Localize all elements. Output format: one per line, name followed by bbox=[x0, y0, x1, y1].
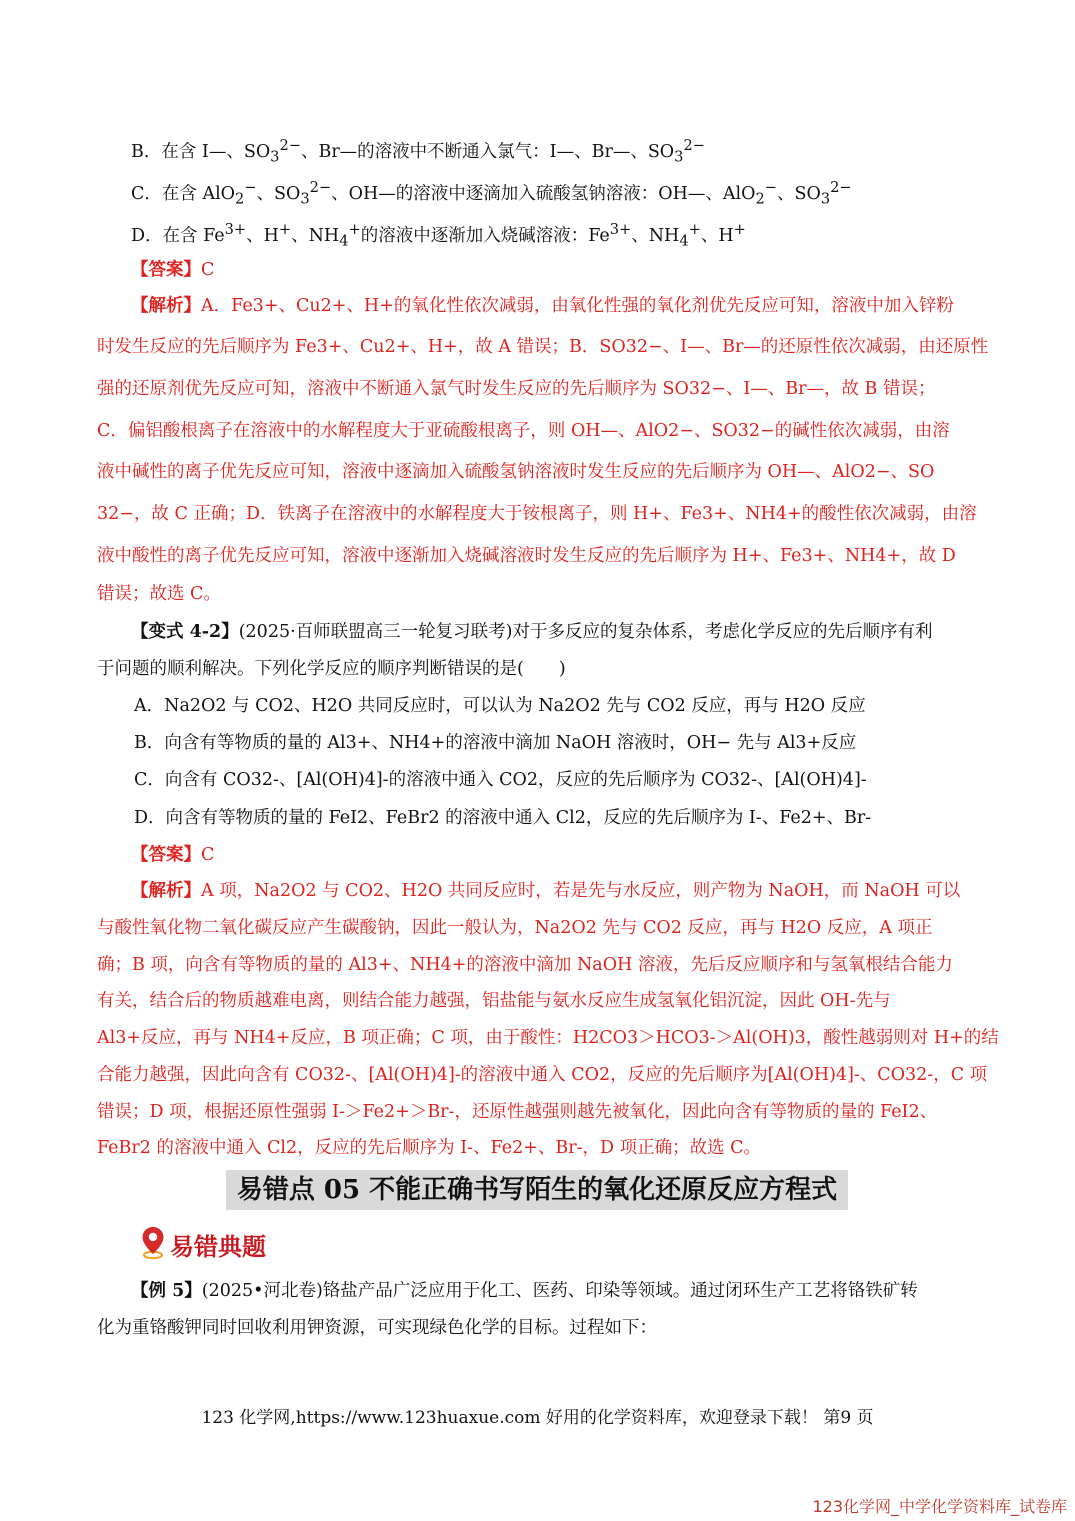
analysis-2-line-6: 合能力越强，因此向含有 CO32-、[Al(OH)4]-的溶液中通入 CO2，反应的先后顺序为[Al(OH)4]-、CO32-，C 项 bbox=[97, 1065, 988, 1085]
variant-option-c: C．向含有 CO32-、[Al(OH)4]-的溶液中通入 CO2，反应的先后顺序为 CO32-、[Al(OH)4]- bbox=[134, 770, 867, 790]
section-heading: 易错点 05 不能正确书写陌生的氧化还原反应方程式 bbox=[226, 1170, 848, 1210]
option-b-line: B．在含 I—、$SO_3^{2-}$、Br—的溶液中不断通入氯气：I—、Br—、$SO_3^{2-}$ bbox=[131, 137, 705, 166]
variant-tag: 【变式 4-2】 bbox=[131, 622, 239, 642]
analysis-tag-2: 【解析】 bbox=[131, 881, 201, 901]
answer-value-2: C bbox=[201, 845, 215, 865]
sub-heading bbox=[140, 1226, 266, 1262]
analysis-text-2: A 项，Na2O2 与 CO2、H2O 共同反应时，若是先与水反应，则产物为 NaOH，而 NaOH 可以 bbox=[201, 881, 961, 901]
option-d-line: D．在含 $Fe^{3+}$、H+、$NH_4^+$的溶液中逐渐加入烧碱溶液：$Fe^{3+}$、$NH_4^+$、H+ bbox=[131, 221, 746, 250]
analysis-2-line-4: 有关，结合后的物质越难电离，则结合能力越强，铝盐能与氨水反应生成氢氧化铝沉淀，因此 OH-先与 bbox=[97, 991, 891, 1011]
analysis-2-line-3: 确；B 项，向含有等物质的量的 Al3+、NH4+的溶液中滴加 NaOH 溶液，先后反应顺序和与氢氧根结合能力 bbox=[97, 955, 953, 975]
example-text: (2025•河北卷)铬盐产品广泛应用于化工、医药、印染等领域。通过闭环生产工艺将铬铁矿转 bbox=[201, 1281, 918, 1301]
analysis-1-line-5: 液中碱性的离子优先反应可知，溶液中逐滴加入硫酸氢钠溶液时发生反应的先后顺序为 OH—、AlO2−、SO bbox=[97, 462, 935, 482]
analysis-text: A．Fe3+、Cu2+、H+的氧化性依次减弱，由氧化性强的氧化剂优先反应可知，溶液中加入锌粉 bbox=[201, 296, 954, 316]
analysis-1-line-3: 强的还原剂优先反应可知，溶液中不断通入氯气时发生反应的先后顺序为 SO32−、I—、Br—，故 B 错误； bbox=[97, 379, 936, 399]
answer-line-2 bbox=[131, 843, 214, 867]
sub-heading-text: 易错典题 bbox=[170, 1231, 266, 1261]
variant-option-d: D．向含有等物质的量的 FeI2、FeBr2 的溶液中通入 Cl2，反应的先后顺序为 I-、Fe2+、Br- bbox=[134, 808, 872, 828]
variant-option-b: B．向含有等物质的量的 Al3+、NH4+的溶液中滴加 NaOH 溶液时，OH− 先与 Al3+反应 bbox=[134, 733, 857, 753]
location-pin-icon bbox=[140, 1225, 166, 1263]
analysis-1-line-2: 时发生反应的先后顺序为 Fe3+、Cu2+、H+，故 A 错误；B．SO32−、I—、Br—的还原性依次减弱，由还原性 bbox=[97, 337, 989, 357]
answer-tag: 【答案】 bbox=[131, 260, 201, 280]
watermark: 123化学网_中学化学资料库_试卷库 bbox=[812, 1497, 1067, 1516]
variant-stem-line-2: 于问题的顺利解决。下列化学反应的顺序判断错误的是( ) bbox=[97, 659, 566, 679]
page-footer: 123 化学网,https://www.123huaxue.com 好用的化学资料库，欢迎登录下载！ 第9 页 bbox=[201, 1408, 874, 1428]
answer-line-1 bbox=[131, 258, 214, 282]
variant-stem-line-1 bbox=[131, 620, 932, 644]
analysis-1-line-1 bbox=[131, 294, 954, 318]
analysis-1-line-6: 32−，故 C 正确；D．铁离子在溶液中的水解程度大于铵根离子，则 H+、Fe3+、NH4+的酸性依次减弱，由溶 bbox=[97, 504, 977, 524]
analysis-tag: 【解析】 bbox=[131, 296, 201, 316]
variant-stem: (2025·百师联盟高三一轮复习联考)对于多反应的复杂体系，考虑化学反应的先后顺序有利 bbox=[238, 622, 933, 642]
variant-option-a: A．Na2O2 与 CO2、H2O 共同反应时，可以认为 Na2O2 先与 CO2 反应，再与 H2O 反应 bbox=[134, 696, 866, 716]
example-line-2: 化为重铬酸钾同时回收利用钾资源，可实现绿色化学的目标。过程如下： bbox=[97, 1318, 657, 1338]
analysis-2-line-5: Al3+反应，再与 NH4+反应，B 项正确；C 项，由于酸性：H2CO3＞HCO3-＞Al(OH)3，酸性越弱则对 H+的结 bbox=[97, 1028, 999, 1048]
analysis-2-line-7: 错误；D 项，根据还原性强弱 I-＞Fe2+＞Br-，还原性越强则越先被氧化，因此向含有等物质的量的 FeI2、 bbox=[97, 1102, 938, 1122]
analysis-2-line-8: FeBr2 的溶液中通入 Cl2，反应的先后顺序为 I-、Fe2+、Br-，D 项正确；故选 C。 bbox=[97, 1138, 762, 1158]
analysis-1-line-7: 液中酸性的离子优先反应可知，溶液中逐渐加入烧碱溶液时发生反应的先后顺序为 H+、Fe3+、NH4+，故 D bbox=[97, 546, 956, 566]
analysis-2-line-2: 与酸性氧化物二氧化碳反应产生碳酸钠，因此一般认为，Na2O2 先与 CO2 反应，再与 H2O 反应，A 项正 bbox=[97, 918, 933, 938]
answer-value: C bbox=[201, 260, 215, 280]
analysis-2-line-1 bbox=[131, 879, 960, 903]
example-tag: 【例 5】 bbox=[131, 1281, 202, 1301]
answer-tag-2: 【答案】 bbox=[131, 845, 201, 865]
analysis-1-line-8: 错误；故选 C。 bbox=[97, 584, 221, 604]
example-line-1 bbox=[131, 1279, 918, 1303]
analysis-1-line-4: C．偏铝酸根离子在溶液中的水解程度大于亚硫酸根离子，则 OH—、AlO2−、SO32−的碱性依次减弱，由溶 bbox=[97, 421, 950, 441]
option-c-line: C．在含 AlO$_2$−、$SO_3^{2-}$、OH—的溶液中逐滴加入硫酸氢钠溶液：OH—、AlO$_2$−、$SO_3^{2-}$ bbox=[131, 179, 852, 208]
